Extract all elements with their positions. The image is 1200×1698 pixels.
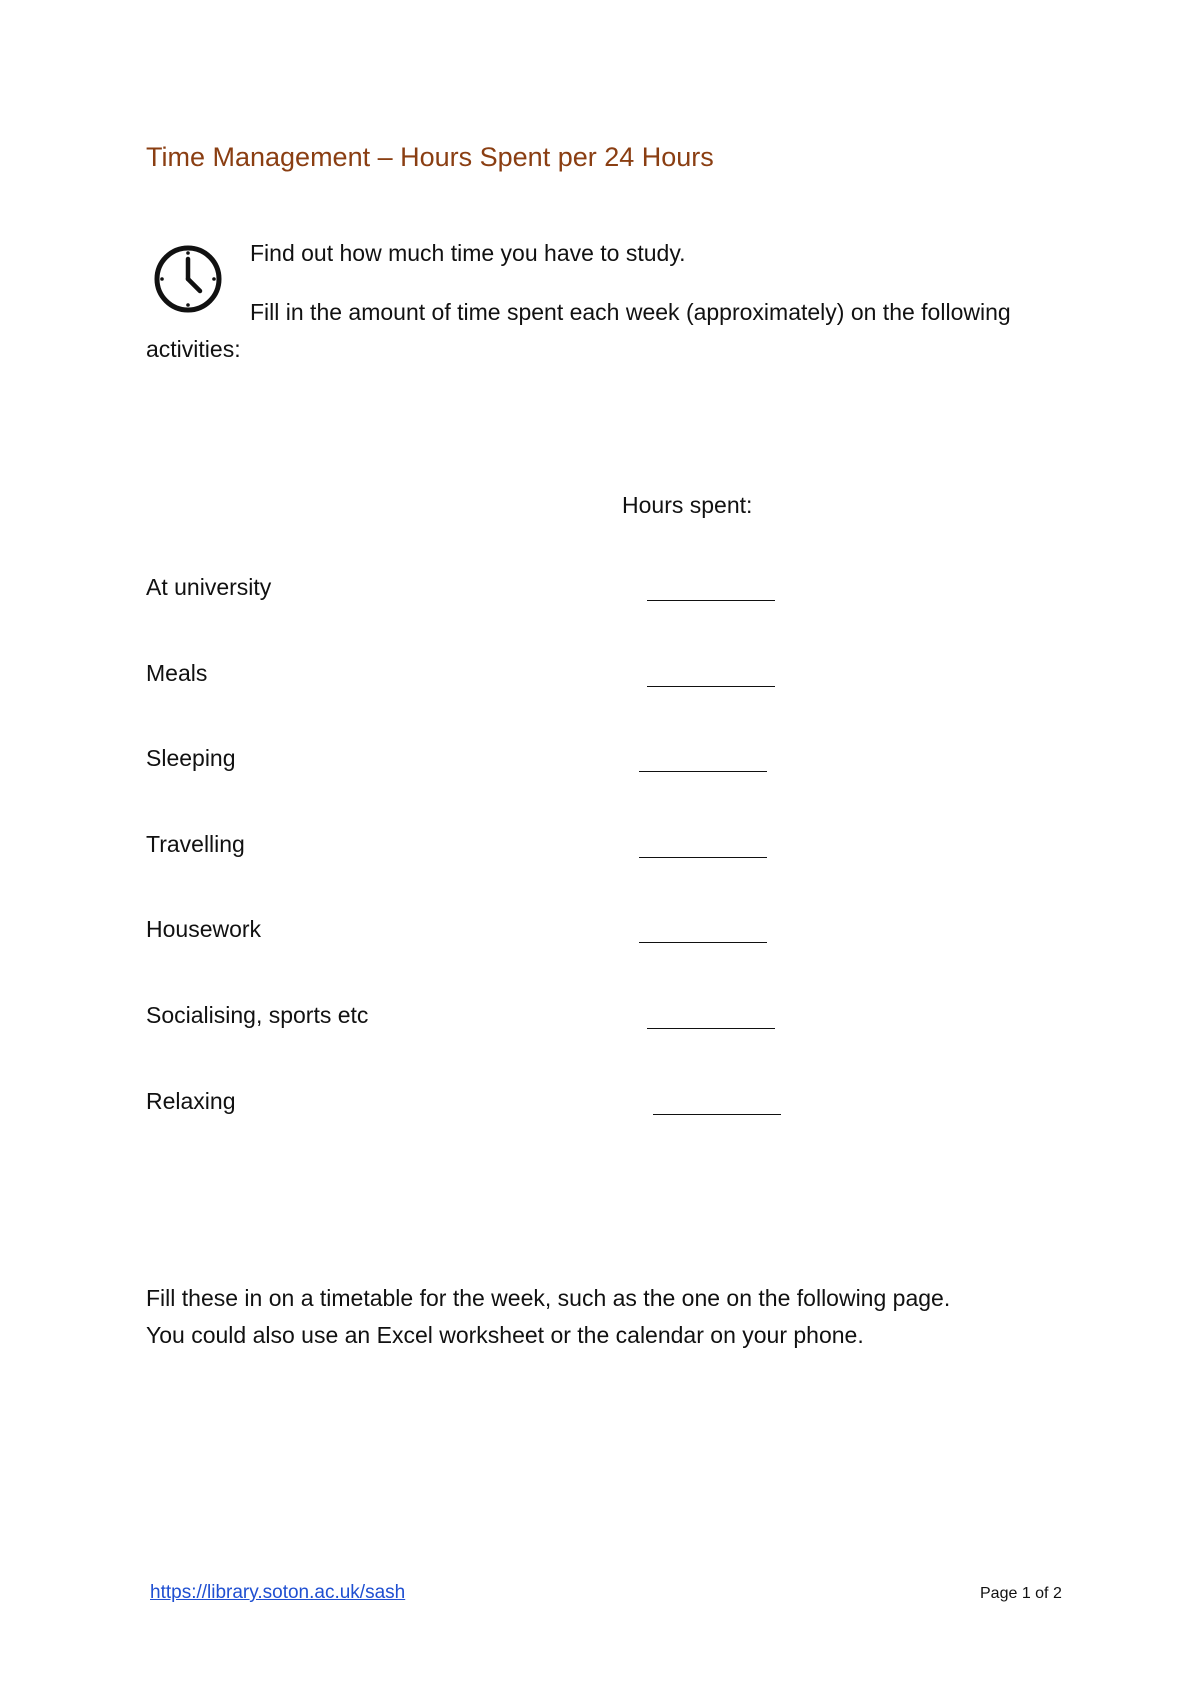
intro-line-1: Find out how much time you have to study.	[250, 240, 686, 266]
hours-blank-socialising[interactable]	[647, 1028, 775, 1029]
activity-label-housework: Housework	[146, 916, 262, 942]
footer-link[interactable]: https://library.soton.ac.uk/sash	[150, 1582, 406, 1603]
activity-label-travelling: Travelling	[146, 831, 245, 857]
activity-label-relaxing: Relaxing	[146, 1088, 236, 1114]
hours-blank-meals[interactable]	[647, 686, 775, 687]
closing-line-1: Fill these in on a timetable for the week, such as the one on the following page.	[146, 1285, 951, 1311]
hours-blank-university[interactable]	[647, 600, 775, 601]
activity-label-socialising: Socialising, sports etc	[146, 1002, 369, 1028]
page-number: Page 1 of 2	[980, 1585, 1062, 1602]
intro-line-2: Fill in the amount of time spent each week (approximately) on the following activities:	[146, 299, 1011, 362]
closing-text	[146, 1280, 1126, 1354]
hours-blank-sleeping[interactable]	[639, 771, 767, 772]
hours-blank-relaxing[interactable]	[653, 1114, 781, 1115]
page-title: Time Management – Hours Spent per 24 Hours	[146, 142, 714, 172]
hours-blank-travelling[interactable]	[639, 857, 767, 858]
closing-line-2: You could also use an Excel worksheet or the calendar on your phone.	[146, 1322, 864, 1348]
activity-label-sleeping: Sleeping	[146, 745, 236, 771]
activity-label-meals: Meals	[146, 660, 208, 686]
activity-label-university: At university	[146, 574, 272, 600]
hours-spent-header: Hours spent:	[622, 492, 753, 518]
hours-blank-housework[interactable]	[639, 942, 767, 943]
